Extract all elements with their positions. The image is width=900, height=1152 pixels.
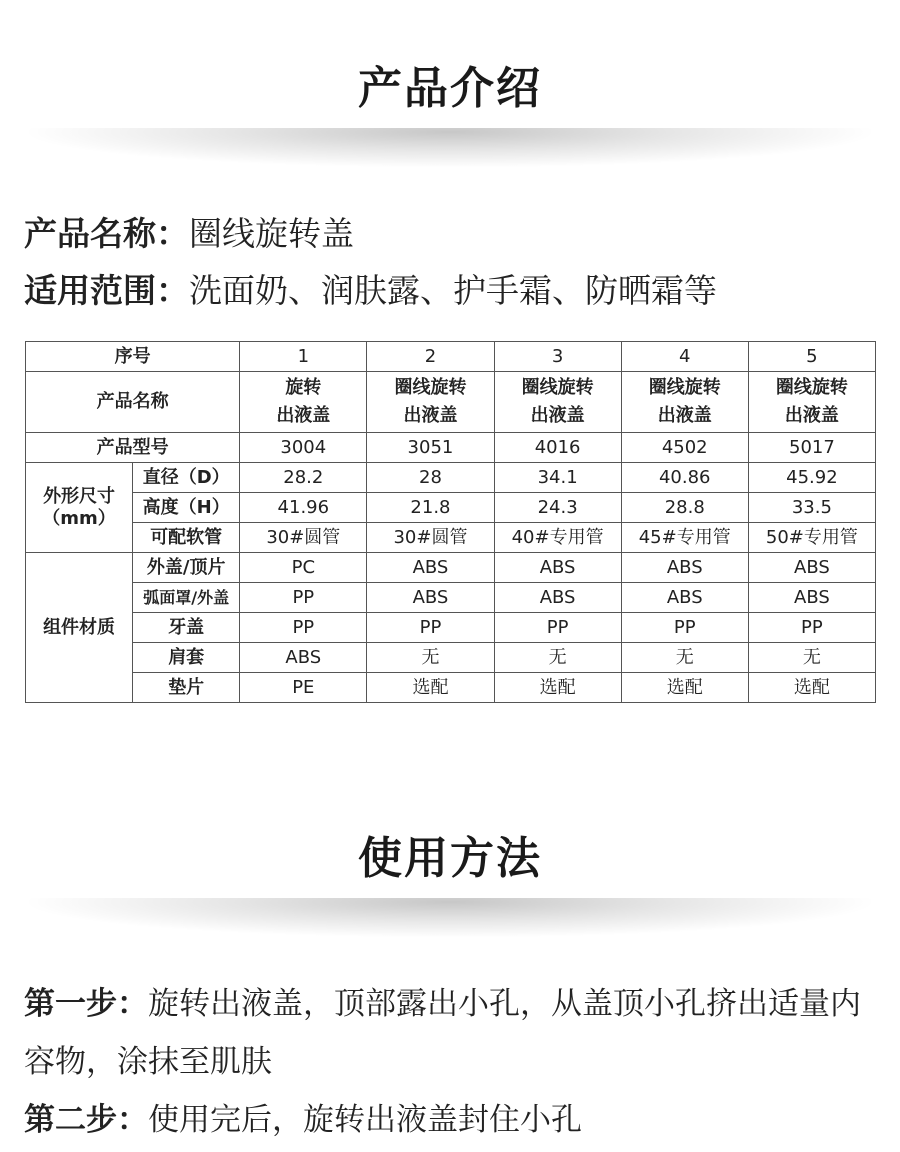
- material-cell: 无: [367, 643, 494, 673]
- model-cell: 4016: [494, 433, 621, 463]
- name-line-1: 旋转: [285, 377, 322, 398]
- material-cell: ABS: [494, 583, 621, 613]
- name-cell: [240, 372, 367, 433]
- tube-label: 可配软管: [133, 523, 240, 553]
- material-cell: ABS: [621, 553, 748, 583]
- table-row-thread-cap: [26, 613, 876, 643]
- dimensions-group-label: [26, 463, 133, 553]
- name-cell: [748, 372, 875, 433]
- table-row-model: [26, 433, 876, 463]
- row-name-label: 产品名称: [26, 372, 240, 433]
- name-line-1: 圈线旋转: [648, 377, 721, 398]
- material-cell: 选配: [621, 673, 748, 703]
- name-cell: [494, 372, 621, 433]
- dimensions-label-line-1: 外形尺寸: [43, 485, 116, 507]
- step-1: [24, 975, 884, 1091]
- product-name-line: [24, 208, 354, 255]
- tube-cell: 45#专用管: [621, 523, 748, 553]
- height-cell: 21.8: [367, 493, 494, 523]
- shoulder-label: 肩套: [133, 643, 240, 673]
- material-cell: ABS: [748, 553, 875, 583]
- table-row-arc-cover: [26, 583, 876, 613]
- name-cell: [367, 372, 494, 433]
- name-line-2: 出液盖: [403, 405, 458, 426]
- material-cell: ABS: [367, 553, 494, 583]
- name-line-1: 圈线旋转: [775, 377, 848, 398]
- material-cell: 选配: [748, 673, 875, 703]
- diameter-cell: 34.1: [494, 463, 621, 493]
- usage-title: 使用方法: [358, 833, 542, 884]
- height-cell: 41.96: [240, 493, 367, 523]
- spec-table: [25, 341, 876, 703]
- table-row-diameter: [26, 463, 876, 493]
- index-cell: 5: [748, 342, 875, 372]
- material-cell: 无: [748, 643, 875, 673]
- material-cell: 无: [621, 643, 748, 673]
- scope-value: 洗面奶、润肤露、护手霜、防晒霜等: [189, 271, 717, 310]
- material-cell: ABS: [240, 643, 367, 673]
- step-2: [24, 1091, 884, 1149]
- diameter-cell: 28.2: [240, 463, 367, 493]
- table-row-shoulder: [26, 643, 876, 673]
- model-cell: 4502: [621, 433, 748, 463]
- material-cell: PP: [240, 583, 367, 613]
- material-cell: PP: [621, 613, 748, 643]
- outer-cap-label: 外盖/顶片: [133, 553, 240, 583]
- index-cell: 1: [240, 342, 367, 372]
- index-cell: 3: [494, 342, 621, 372]
- tube-cell: 40#专用管: [494, 523, 621, 553]
- row-index-label: 序号: [26, 342, 240, 372]
- tube-cell: 30#圆管: [367, 523, 494, 553]
- step-1-label: 第一步：: [24, 986, 148, 1022]
- intro-title: 产品介绍: [358, 63, 542, 114]
- usage-title-divider: [20, 898, 880, 938]
- intro-title-divider: [20, 128, 880, 168]
- material-cell: 选配: [494, 673, 621, 703]
- step-2-text: 使用完后，旋转出液盖封住小孔: [148, 1102, 582, 1138]
- material-cell: 选配: [367, 673, 494, 703]
- scope-label: 适用范围：: [24, 271, 189, 310]
- table-row-gasket: [26, 673, 876, 703]
- material-cell: PP: [748, 613, 875, 643]
- table-row-outer-cap: [26, 553, 876, 583]
- model-cell: 5017: [748, 433, 875, 463]
- step-2-label: 第二步：: [24, 1102, 148, 1138]
- name-line-2: 出液盖: [657, 405, 712, 426]
- name-line-2: 出液盖: [784, 405, 839, 426]
- row-model-label: 产品型号: [26, 433, 240, 463]
- height-cell: 28.8: [621, 493, 748, 523]
- material-cell: PP: [494, 613, 621, 643]
- material-cell: PP: [240, 613, 367, 643]
- material-cell: ABS: [748, 583, 875, 613]
- thread-cap-label: 牙盖: [133, 613, 240, 643]
- name-line-2: 出液盖: [530, 405, 585, 426]
- table-row-index: [26, 342, 876, 372]
- height-cell: 24.3: [494, 493, 621, 523]
- gasket-label: 垫片: [133, 673, 240, 703]
- tube-cell: 50#专用管: [748, 523, 875, 553]
- height-label: 高度（H）: [133, 493, 240, 523]
- product-name-value: 圈线旋转盖: [189, 214, 354, 253]
- material-cell: ABS: [621, 583, 748, 613]
- product-name-label: 产品名称：: [24, 214, 189, 253]
- index-cell: 4: [621, 342, 748, 372]
- material-cell: PE: [240, 673, 367, 703]
- diameter-cell: 28: [367, 463, 494, 493]
- dimensions-label-line-2: （mm）: [42, 507, 116, 529]
- material-cell: ABS: [367, 583, 494, 613]
- table-row-name: [26, 372, 876, 433]
- material-cell: 无: [494, 643, 621, 673]
- name-cell: [621, 372, 748, 433]
- material-cell: ABS: [494, 553, 621, 583]
- diameter-label: 直径（D）: [133, 463, 240, 493]
- step-1-text: 旋转出液盖，顶部露出小孔，从盖顶小孔挤出适量内容物，涂抹至肌肤: [24, 986, 861, 1080]
- name-line-2: 出液盖: [276, 405, 331, 426]
- tube-cell: 30#圆管: [240, 523, 367, 553]
- scope-line: [24, 265, 717, 312]
- model-cell: 3051: [367, 433, 494, 463]
- materials-group-label: 组件材质: [26, 553, 133, 703]
- table-row-height: [26, 493, 876, 523]
- name-line-1: 圈线旋转: [521, 377, 594, 398]
- table-row-tube: [26, 523, 876, 553]
- material-cell: PP: [367, 613, 494, 643]
- diameter-cell: 45.92: [748, 463, 875, 493]
- diameter-cell: 40.86: [621, 463, 748, 493]
- material-cell: PC: [240, 553, 367, 583]
- model-cell: 3004: [240, 433, 367, 463]
- index-cell: 2: [367, 342, 494, 372]
- name-line-1: 圈线旋转: [394, 377, 467, 398]
- height-cell: 33.5: [748, 493, 875, 523]
- arc-cover-label: 弧面罩/外盖: [133, 583, 240, 613]
